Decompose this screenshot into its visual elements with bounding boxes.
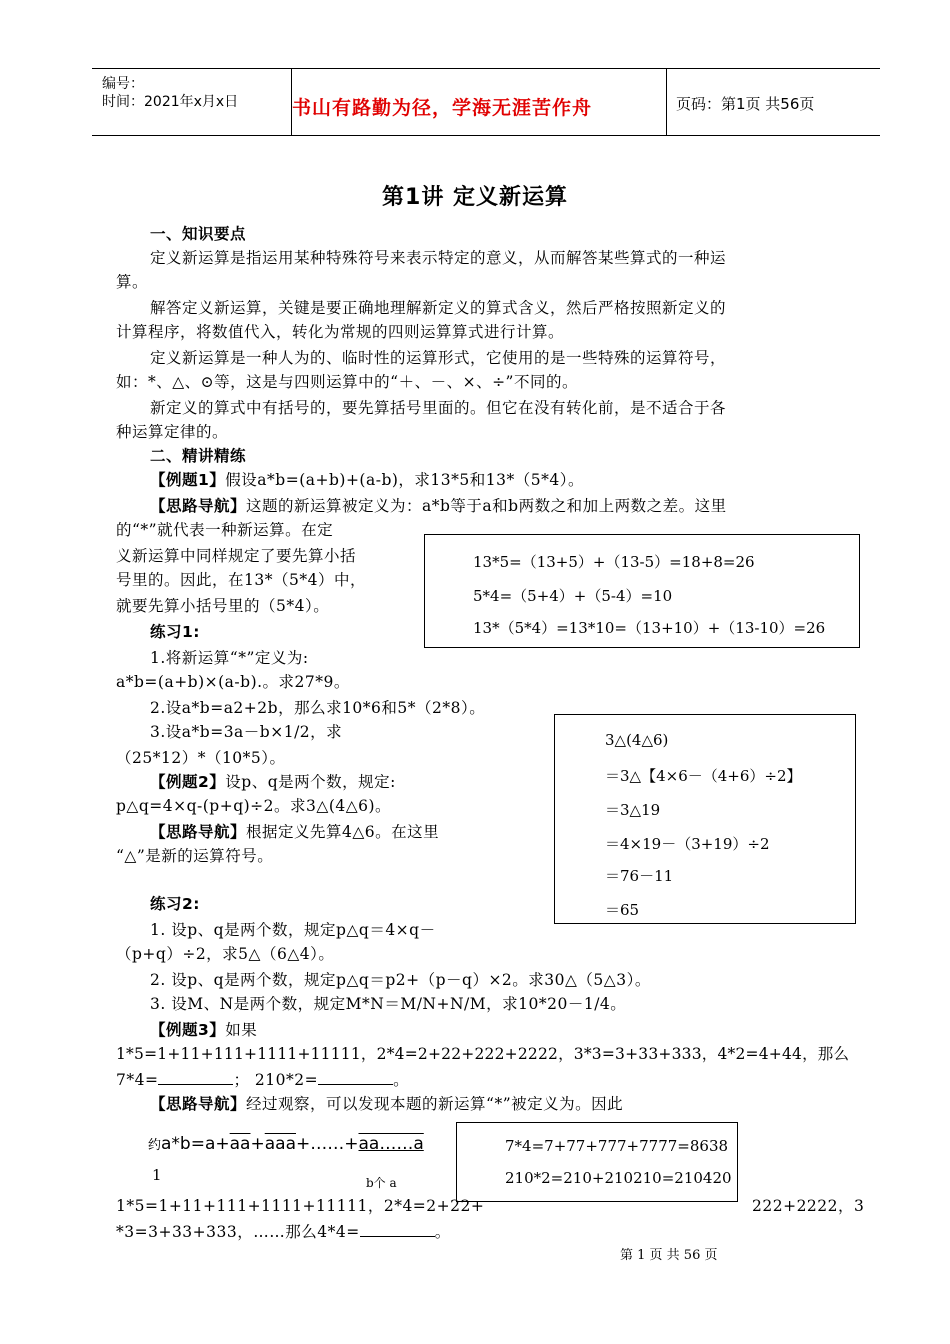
question-text: 。	[434, 1223, 451, 1241]
paragraph: 解答定义新运算，关键是要正确地理解新定义的算式含义，然后严格按照新定义的	[150, 299, 727, 317]
example-1	[150, 468, 584, 490]
question-text: *3=3+33+333，……那么4*4=	[116, 1223, 360, 1241]
formula-prefix: 约	[148, 1138, 162, 1153]
paragraph: 定义新运算是指运用某种特殊符号来表示特定的意义，从而解答某些算式的一种运	[150, 249, 727, 267]
navigation-2	[150, 820, 439, 842]
navigation-text: 这题的新运算被定义为：a*b等于a和b两数之和加上两数之差。这里	[246, 497, 727, 515]
answer-blank[interactable]	[360, 1222, 435, 1237]
paragraph: 1*5=1+11+111+1111+11111，2*4=2+22+	[116, 1197, 485, 1215]
solution-box-2	[554, 714, 856, 924]
practice-item: （25*12）*（10*5）。	[116, 749, 286, 767]
practice-item: （p+q）÷2，求5△（6△4）。	[116, 945, 335, 963]
paragraph: p△q=4×q-(p+q)÷2。求3△(4△6)。	[116, 797, 392, 815]
paragraph: 的“*”就代表一种新运算。在定	[116, 521, 334, 539]
solution-line: ＝65	[605, 901, 640, 919]
example-2	[150, 770, 396, 792]
navigation-1	[150, 494, 727, 516]
answer-blank[interactable]	[158, 1070, 233, 1085]
fill-in-question	[116, 1068, 409, 1090]
section-heading: 二、精讲精练	[150, 447, 247, 465]
practice-heading: 练习2:	[150, 895, 200, 913]
doc-number-label: 编号：	[102, 76, 144, 92]
formula-part: $\overline{aa}$	[229, 1134, 251, 1154]
navigation-label: 【思路导航】	[150, 1095, 247, 1113]
practice-item: 3.设a*b=3a－b×1/2，求	[150, 723, 343, 741]
navigation-3	[150, 1092, 623, 1114]
example-text: 设p、q是两个数，规定:	[225, 773, 396, 791]
navigation-label: 【思路导航】	[150, 497, 247, 515]
question-text: 7*4=	[116, 1071, 159, 1089]
header-divider	[666, 69, 667, 135]
paragraph: 种运算定律的。	[116, 423, 229, 441]
practice-item: 2.设a*b=a2+2b，那么求10*6和5*（2*8）。	[150, 699, 486, 717]
formula-part: a*b=a+	[161, 1134, 230, 1154]
solution-line: ＝76－11	[605, 867, 674, 885]
question-text: ； 210*2=	[233, 1071, 319, 1089]
formula-part: aa……a	[358, 1134, 424, 1154]
solution-line: 7*4=7+77+777+7777=8638	[505, 1137, 729, 1155]
practice-heading: 练习1:	[150, 623, 200, 641]
paragraph: 号里的。因此，在13*（5*4）中，	[116, 571, 366, 589]
formula-part: +……+	[296, 1134, 359, 1154]
doc-time-label: 时间：2021年x月x日	[102, 94, 239, 110]
paragraph: 222+2222，3	[752, 1197, 865, 1215]
paragraph: 如：*、△、⊙等，这是与四则运算中的“＋、－、×、÷”不同的。	[116, 373, 578, 391]
solution-line: 210*2=210+210210=210420	[505, 1169, 732, 1187]
paragraph: 就要先算小括号里的（5*4）。	[116, 597, 330, 615]
question-text: 。	[393, 1071, 410, 1089]
formula-note: 1	[152, 1166, 162, 1184]
formula-part: +	[250, 1134, 265, 1154]
practice-item: 3. 设M、N是两个数，规定M*N＝M/N+N/M，求10*20－1/4。	[150, 995, 627, 1013]
solution-box-3	[456, 1122, 738, 1202]
practice-item: 2. 设p、q是两个数，规定p△q＝p2+（p－q）×2。求30△（5△3）。	[150, 971, 651, 989]
formula	[148, 1134, 424, 1154]
solution-line: 3△(4△6)	[605, 731, 669, 749]
practice-item: 1.将新运算“*”定义为:	[150, 649, 309, 667]
solution-line: 5*4=（5+4）+（5-4）=10	[473, 587, 673, 605]
solution-line: 13*5=（13+5）+（13-5）=18+8=26	[473, 553, 755, 571]
page-header	[92, 68, 880, 136]
paragraph: “△”是新的运算符号。	[116, 847, 274, 865]
paragraph: 义新运算中同样规定了要先算小括	[116, 547, 357, 565]
header-motto: 书山有路勤为径，学海无涯苦作舟	[292, 97, 593, 119]
paragraph: 算。	[116, 273, 149, 291]
page-footer: 第 1 页 共 56 页	[620, 1248, 718, 1263]
example-text: 假设a*b=(a+b)+(a-b)，求13*5和13*（5*4）。	[225, 471, 584, 489]
solution-line: ＝3△【4×6－（4+6）÷2】	[605, 767, 802, 785]
fill-in-question	[116, 1220, 451, 1242]
answer-blank[interactable]	[318, 1070, 393, 1085]
example-label: 【例题1】	[150, 471, 226, 489]
page-title: 第1讲 定义新运算	[382, 185, 568, 210]
paragraph: 定义新运算是一种人为的、临时性的运算形式，它使用的是一些特殊的运算符号，	[150, 349, 727, 367]
example-3	[150, 1018, 257, 1040]
paragraph: 新定义的算式中有括号的，要先算括号里面的。但它在没有转化前，是不适合于各	[150, 399, 727, 417]
section-heading: 一、知识要点	[150, 225, 247, 243]
example-text: 如果	[225, 1021, 258, 1039]
header-page-label: 页码：第1页 共56页	[676, 95, 815, 113]
solution-box-1	[424, 534, 860, 648]
solution-line: ＝4×19－（3+19）÷2	[605, 835, 770, 853]
solution-line: ＝3△19	[605, 801, 661, 819]
paragraph: 计算程序，将数值代入，转化为常规的四则运算算式进行计算。	[116, 323, 565, 341]
navigation-text: 经过观察，可以发现本题的新运算“*”被定义为。因此	[246, 1095, 624, 1113]
navigation-label: 【思路导航】	[150, 823, 247, 841]
practice-item: 1. 设p、q是两个数，规定p△q＝4×q－	[150, 921, 436, 939]
formula-part: $\overline{aaa}$	[264, 1134, 296, 1154]
practice-item: a*b=(a+b)×(a-b).。求27*9。	[116, 673, 350, 691]
formula-underbrace-label: b个 a	[366, 1176, 397, 1190]
solution-line: 13*（5*4）=13*10=（13+10）+（13-10）=26	[473, 619, 826, 637]
example-label: 【例题2】	[150, 773, 226, 791]
example-label: 【例题3】	[150, 1021, 226, 1039]
paragraph: 1*5=1+11+111+1111+11111，2*4=2+22+222+2222，3*3=3+33+333，4*2=4+44，那么	[116, 1045, 850, 1063]
navigation-text: 根据定义先算4△6。在这里	[246, 823, 440, 841]
